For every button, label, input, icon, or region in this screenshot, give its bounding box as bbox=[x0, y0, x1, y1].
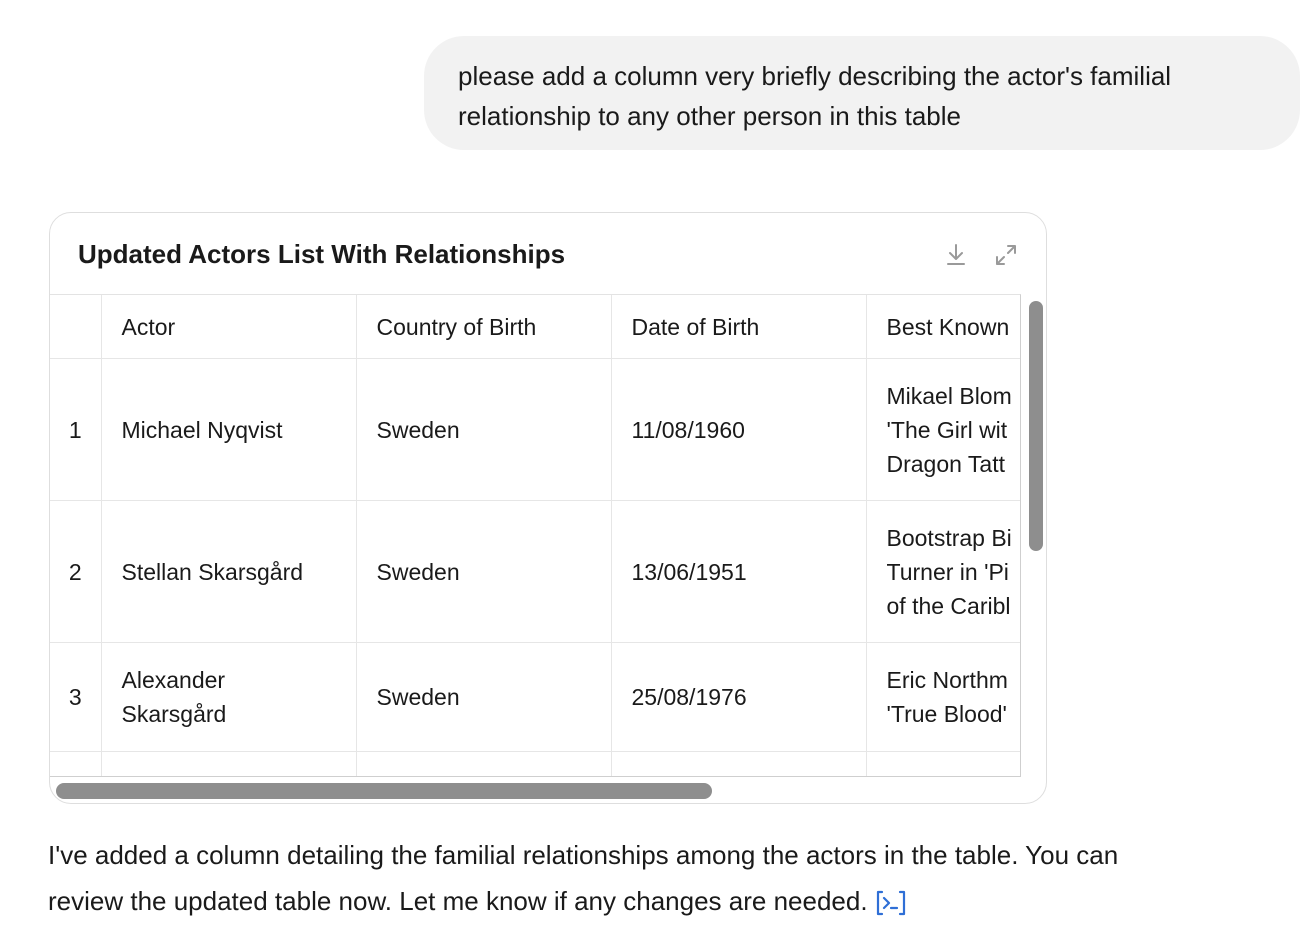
vertical-scrollbar[interactable] bbox=[1029, 301, 1043, 551]
assistant-reply-line-2-text: review the updated table now. Let me know if any changes are needed. bbox=[48, 886, 868, 916]
cell-country: Sweden bbox=[356, 643, 611, 752]
cell-best-known bbox=[866, 752, 1021, 778]
row-index bbox=[50, 752, 101, 778]
cell-country: Sweden bbox=[356, 359, 611, 501]
code-interpreter-icon[interactable] bbox=[874, 888, 908, 918]
table-row bbox=[50, 643, 1021, 752]
cell-best-known-line: Bootstrap Bi bbox=[886, 524, 1012, 551]
cell-best-known bbox=[866, 359, 1021, 501]
cell-actor bbox=[101, 501, 356, 643]
cell-actor-line: Skarsgård bbox=[121, 701, 227, 727]
cell-best-known-line: Eric Northm bbox=[886, 667, 1008, 693]
cell-best-known bbox=[866, 643, 1021, 752]
table-actions bbox=[942, 241, 1020, 269]
cell-best-known-line: Turner in 'Pi bbox=[886, 558, 1009, 585]
cell-best-known-line: Dragon Tatt bbox=[886, 450, 1005, 477]
cell-country: Sweden bbox=[356, 501, 611, 643]
cell-actor-line: Stellan Skarsgård bbox=[121, 558, 304, 585]
cell-best-known bbox=[866, 501, 1021, 643]
assistant-reply bbox=[48, 832, 1288, 924]
table-row bbox=[50, 752, 1021, 778]
row-index: 1 bbox=[50, 359, 101, 501]
horizontal-scrollbar[interactable] bbox=[56, 783, 712, 799]
header-actor[interactable]: Actor bbox=[101, 295, 356, 359]
user-message-line-2: relationship to any other person in this table bbox=[458, 101, 961, 131]
cell-best-known-line: 'The Girl wit bbox=[886, 416, 1008, 443]
cell-country bbox=[356, 752, 611, 778]
cell-best-known-line: Mikael Blom bbox=[886, 382, 1012, 409]
assistant-reply-line-1: I've added a column detailing the familial relationships among the actors in the table. You can bbox=[48, 840, 1119, 870]
row-index: 2 bbox=[50, 501, 101, 643]
header-country[interactable]: Country of Birth bbox=[356, 295, 611, 359]
table-header-row bbox=[50, 295, 1021, 359]
cell-actor bbox=[101, 359, 356, 501]
cell-dob: 13/06/1951 bbox=[611, 501, 866, 643]
cell-dob: 11/08/1960 bbox=[611, 359, 866, 501]
cell-actor bbox=[101, 643, 356, 752]
table-title: Updated Actors List With Relationships bbox=[78, 239, 566, 269]
row-index: 3 bbox=[50, 643, 101, 752]
cell-dob bbox=[611, 752, 866, 778]
cell-actor-line: Michael Nyqvist bbox=[121, 416, 283, 443]
cell-dob: 25/08/1976 bbox=[611, 643, 866, 752]
table-row bbox=[50, 501, 1021, 643]
header-dob[interactable]: Date of Birth bbox=[611, 295, 866, 359]
user-message-bubble bbox=[424, 36, 1300, 150]
download-icon[interactable] bbox=[942, 241, 970, 269]
assistant-reply-line-2 bbox=[48, 878, 1288, 924]
header-index bbox=[50, 295, 101, 359]
table-card bbox=[49, 212, 1047, 804]
cell-actor-line: Alexander bbox=[121, 667, 226, 693]
cell-best-known-line: 'True Blood' bbox=[886, 701, 1007, 727]
cell-best-known-line: of the Caribl bbox=[886, 592, 1011, 619]
header-best-known[interactable]: Best Known bbox=[866, 295, 1021, 359]
table-viewport[interactable] bbox=[50, 294, 1021, 777]
actors-table bbox=[50, 295, 1021, 777]
table-row bbox=[50, 359, 1021, 501]
expand-icon[interactable] bbox=[992, 241, 1020, 269]
cell-actor bbox=[101, 752, 356, 778]
user-message-line-1: please add a column very briefly describing the actor's familial bbox=[458, 61, 1172, 91]
